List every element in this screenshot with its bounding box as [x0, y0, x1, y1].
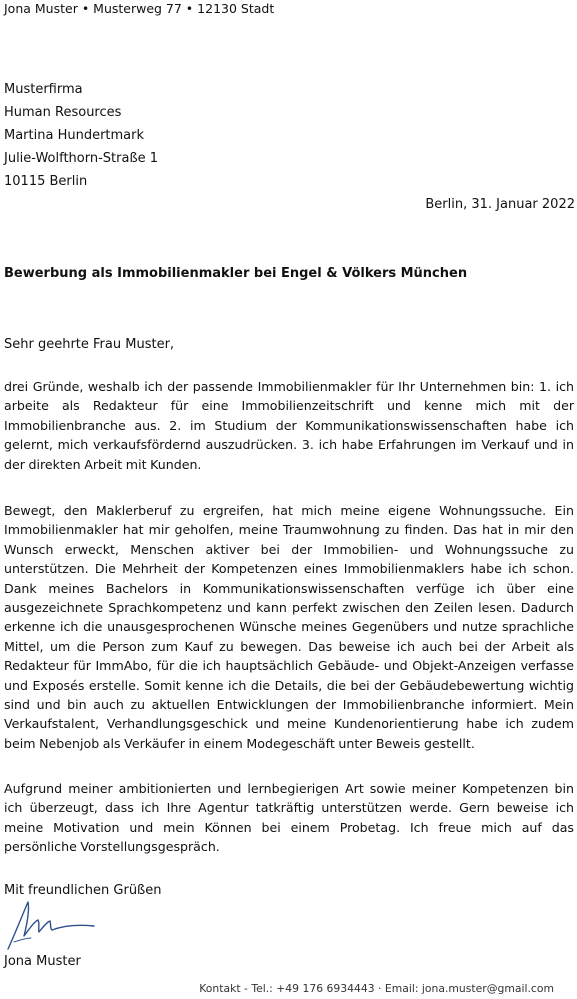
closing-phrase: Mit freundlichen Grüßen: [4, 883, 162, 898]
recipient-department: Human Resources: [4, 105, 122, 120]
recipient-person: Martina Hundertmark: [4, 128, 145, 143]
letter-subject: Bewerbung als Immobilienmakler bei Engel & Völkers München: [4, 266, 468, 281]
body-paragraph-3: Aufgrund meiner ambitionierten und lernbegierigen Art sowie meiner Kompetenzen bin ich überzeugt, dass ich Ihre Agentur tatkräftig unterstützen werde. Gern beweise ich meine Motivation und mein Können bei einem Probetag. Ich freue mich auf das persönliche Vorstellungsgespräch.: [4, 781, 574, 855]
recipient-company: Musterfirma: [4, 82, 83, 97]
recipient-street: Julie-Wolfthorn-Straße 1: [4, 151, 159, 166]
recipient-address-block: [4, 78, 158, 193]
signature-icon: [4, 894, 104, 952]
footer-contact: Kontakt - Tel.: +49 176 6934443 · Email: jona.muster@gmail.com: [199, 982, 554, 995]
recipient-city: 10115 Berlin: [4, 174, 88, 189]
body-paragraph-2: Bewegt, den Maklerberuf zu ergreifen, hat mich meine eigene Wohnungssuche. Ein Immobilienmakler hat mir geholfen, meine Traumwohnung zu finden. Das hat in mir den Wunsch erweckt, Menschen aktiver bei der Immobilien- und Wohnungssuche zu unterstützen. Die Mehrheit der Kompetenzen eines Immobilienmaklers habe ich schon. Dank meines Bachelors in Kommunikationswissenschaften verfüge ich über eine ausgezeichnete Sprachkompetenz und kann perfekt zwischen den Zeilen lesen. Dadurch erkenne ich die unausgesprochenen Wünsche meines Gegenübers und nutze sprachliche Mittel, um die Person zum Kauf zu bewegen. Das beweise ich auch bei der Arbeit als Redakteur für ImmAbo, für die ich hauptsächlich Gebäude- und Objekt-Anzeigen verfasse und Exposés erstelle. Somit kenne ich die Details, die bei der Gebäudebewertung wichtig sind und bin auch zu aktuellen Entwicklungen der Immobilienbranche informiert. Mein Verkaufstalent, Verhandlungsgeschick und meine Kundenorientierung habe ich zudem beim Nebenjob als Verkäufer in einem Modegeschäft unter Beweis gestellt.: [4, 503, 574, 751]
sender-name: Jona Muster: [4, 954, 81, 969]
salutation: Sehr geehrte Frau Muster,: [4, 337, 175, 352]
body-paragraph-1: drei Gründe, weshalb ich der passende Immobilienmakler für Ihr Unternehmen bin: 1. ich arbeite als Redakteur für eine Immobilienzeitschrift und kenne mich mit der Immobilienbranche aus. 2. im Studium der Kommunikationswissenschaften habe ich gelernt, mich verkaufsfördernd auszudrücken. 3. ich habe Erfahrungen im Verkauf und in der direkten Arbeit mit Kunden.: [4, 379, 574, 472]
sender-address-line: Jona Muster • Musterweg 77 • 12130 Stadt: [4, 1, 275, 16]
signature-stroke: [8, 902, 94, 949]
signature-stroke-accent: [14, 938, 31, 942]
letter-date: Berlin, 31. Januar 2022: [425, 197, 575, 212]
